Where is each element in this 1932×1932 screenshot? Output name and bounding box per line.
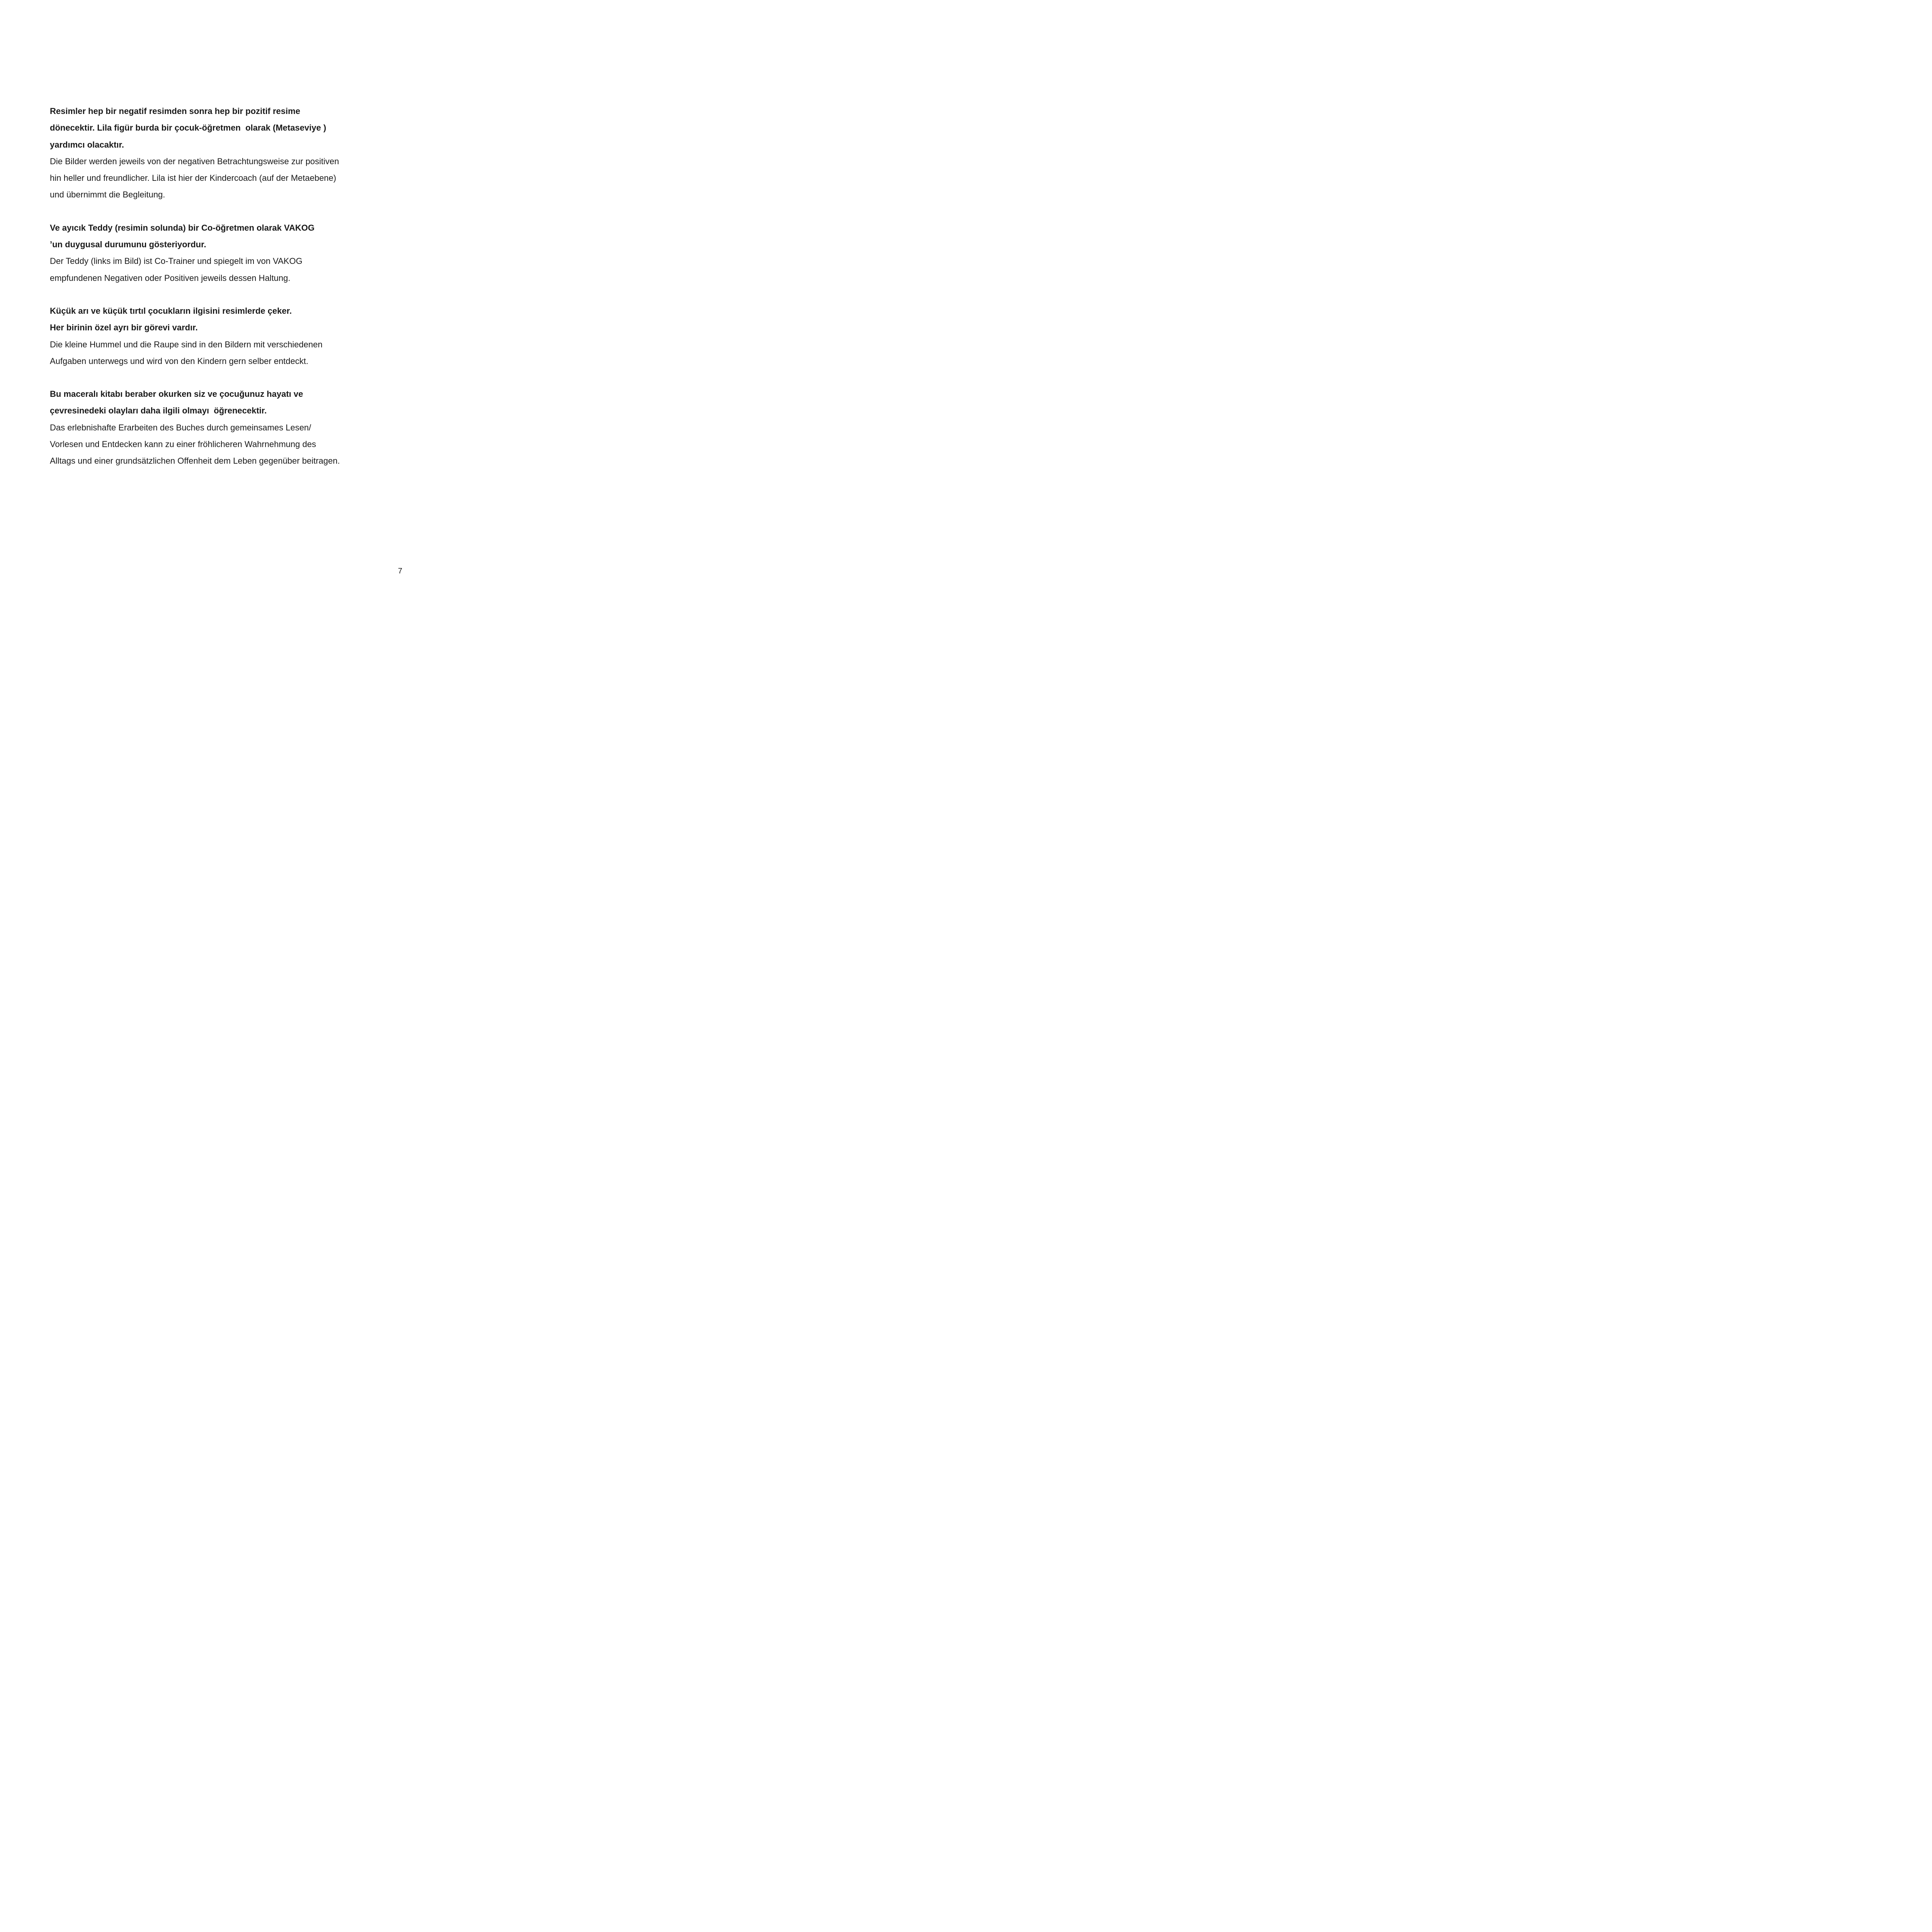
turkish-line: Ve ayıcık Teddy (resimin solunda) bir Co-öğretmen olarak VAKOG (50, 223, 315, 233)
german-paragraph (50, 253, 390, 286)
german-line: Alltags und einer grundsätzlichen Offenheit dem Leben gegenüber beitragen. (50, 456, 340, 466)
turkish-paragraph (50, 386, 390, 419)
turkish-line: Küçük arı ve küçük tırtıl çocukların ilgisini resimlerde çeker. (50, 306, 292, 316)
document-page (0, 0, 440, 615)
german-paragraph (50, 336, 390, 370)
turkish-line: yardımcı olacaktır. (50, 139, 124, 150)
turkish-line: Resimler hep bir negatif resimden sonra hep bir pozitif resime (50, 106, 300, 116)
turkish-paragraph (50, 303, 390, 336)
german-line: hin heller und freundlicher. Lila ist hier der Kindercoach (auf der Metaebene) (50, 173, 337, 183)
turkish-paragraph (50, 219, 390, 253)
turkish-line: Bu maceralı kitabı beraber okurken siz ve çocuğunuz hayatı ve (50, 389, 303, 399)
turkish-line: dönecektir. Lila figür burda bir çocuk-öğretmen olarak (Metaseviye ) (50, 123, 327, 133)
german-line: Die Bilder werden jeweils von der negativen Betrachtungsweise zur positiven (50, 156, 339, 166)
paragraph-block-reading (50, 386, 390, 469)
turkish-paragraph (50, 103, 390, 153)
german-line: und übernimmt die Begleitung. (50, 190, 165, 200)
german-line: Das erlebnishafte Erarbeiten des Buches durch gemeinsames Lesen/ (50, 422, 311, 432)
german-paragraph (50, 419, 390, 469)
german-line: Der Teddy (links im Bild) ist Co-Trainer und spiegelt im von VAKOG (50, 256, 303, 266)
turkish-line: çevresinedeki olayları daha ilgili olmayı öğrenecektir. (50, 406, 267, 416)
german-line: Die kleine Hummel und die Raupe sind in den Bildern mit verschiedenen (50, 339, 323, 349)
turkish-line: ’un duygusal durumunu gösteriyordur. (50, 240, 206, 250)
page-number: 7 (398, 567, 403, 575)
german-line: empfundenen Negativen oder Positiven jeweils dessen Haltung. (50, 273, 291, 283)
german-paragraph (50, 153, 390, 203)
paragraph-block-teddy (50, 219, 390, 286)
german-line: Vorlesen und Entdecken kann zu einer fröhlicheren Wahrnehmung des (50, 439, 316, 449)
turkish-line: Her birinin özel ayrı bir görevi vardır. (50, 323, 198, 333)
german-line: Aufgaben unterwegs und wird von den Kindern gern selber entdeckt. (50, 356, 308, 366)
paragraph-block-bee-caterpillar (50, 303, 390, 369)
page-content (50, 103, 390, 469)
paragraph-block-metalevel (50, 103, 390, 203)
